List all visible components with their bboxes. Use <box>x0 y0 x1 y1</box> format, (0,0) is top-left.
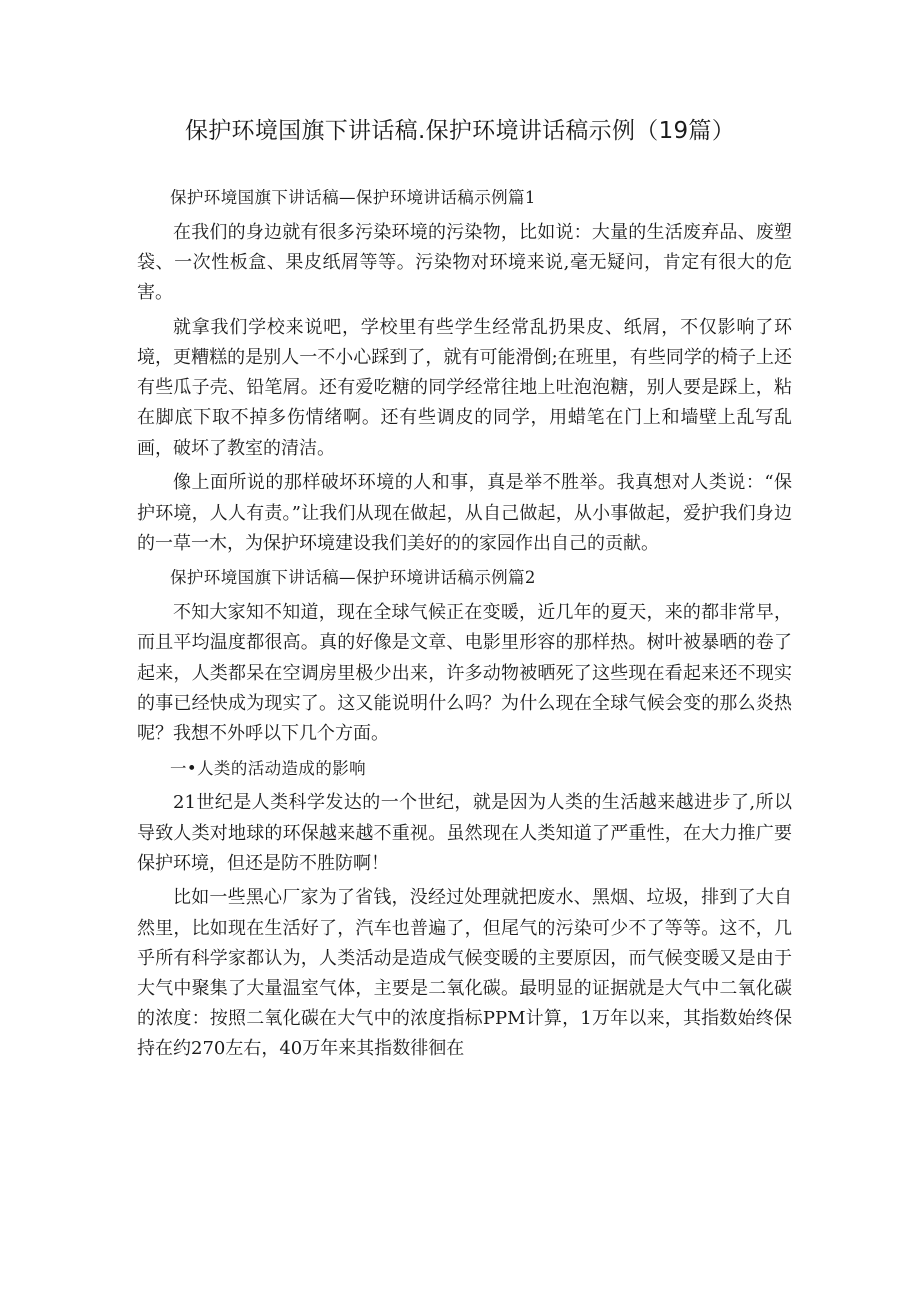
document-title: 保护环境国旗下讲话稿.保护环境讲话稿示例（19篇） <box>184 118 736 144</box>
body-paragraph: 不知大家知不知道，现在全球气候正在变暖，近几年的夏天，来的都非常早，而且平均温度都很高。真的好像是文章、电影里形容的那样热。树叶被暴晒的卷了起来，人类都呆在空调房里极少出来，许多动物被晒死了这些现在看起来还不现实的事已经快成为现实了。这又能说明什么吗？为什么现在全球气候会变的那么炎热呢？我想不外呼以下几个方面。 <box>137 602 792 744</box>
section-heading: 一•人类的活动造成的影响 <box>170 758 367 778</box>
body-paragraph: 21世纪是人类科学发达的一个世纪，就是因为人类的生活越来越进步了,所以导致人类对地球的环保越来越不重视。虽然现在人类知道了严重性，在大力推广要保护环境，但还是防不胜防啊！ <box>137 792 792 874</box>
body-paragraph: 比如一些黑心厂家为了省钱，没经过处理就把废水、黑烟、垃圾，排到了大自然里，比如现在生活好了，汽车也普遍了，但尾气的污染可少不了等等。这不，几乎所有科学家都认为，人类活动是造成气候变暖的主要原因，而气候变暖又是由于大气中聚集了大量温室气体，主要是二氧化碳。最明显的证据就是大气中二氧化碳的浓度：按照二氧化碳在大气中的浓度指标PPM计算，1万年以来，其指数始终保持在约270左右，40万年来其指数徘徊在 <box>137 887 792 1060</box>
body-paragraph: 就拿我们学校来说吧，学校里有些学生经常乱扔果皮、纸屑，不仅影响了环境，更糟糕的是别人一不小心踩到了，就有可能滑倒;在班里，有些同学的椅子上还有些瓜子壳、铅笔屑。还有爱吃糖的同学经常往地上吐泡泡糖，别人要是踩上，粘在脚底下取不掉多伤情绪啊。还有些调皮的同学，用蜡笔在门上和墙壁上乱写乱画，破坏了教室的清洁。 <box>137 316 792 459</box>
section-heading: 保护环境国旗下讲话稿—保护环境讲话稿示例篇2 <box>170 568 536 588</box>
body-paragraph: 在我们的身边就有很多污染环境的污染物，比如说：大量的生活废弃品、废塑袋、一次性板盒、果皮纸屑等等。污染物对环境来说,毫无疑问，肯定有很大的危害。 <box>137 221 792 304</box>
document-body <box>137 183 792 1069</box>
body-paragraph: 像上面所说的那样破坏环境的人和事，真是举不胜举。我真想对人类说：“保护环境，人人有责。”让我们从现在做起，从自己做起，从小事做起，爱护我们身边的一草一木，为保护环境建设我们美好的的家园作出自己的贡献。 <box>137 472 792 554</box>
section-heading: 保护环境国旗下讲话稿—保护环境讲话稿示例篇1 <box>170 188 536 207</box>
